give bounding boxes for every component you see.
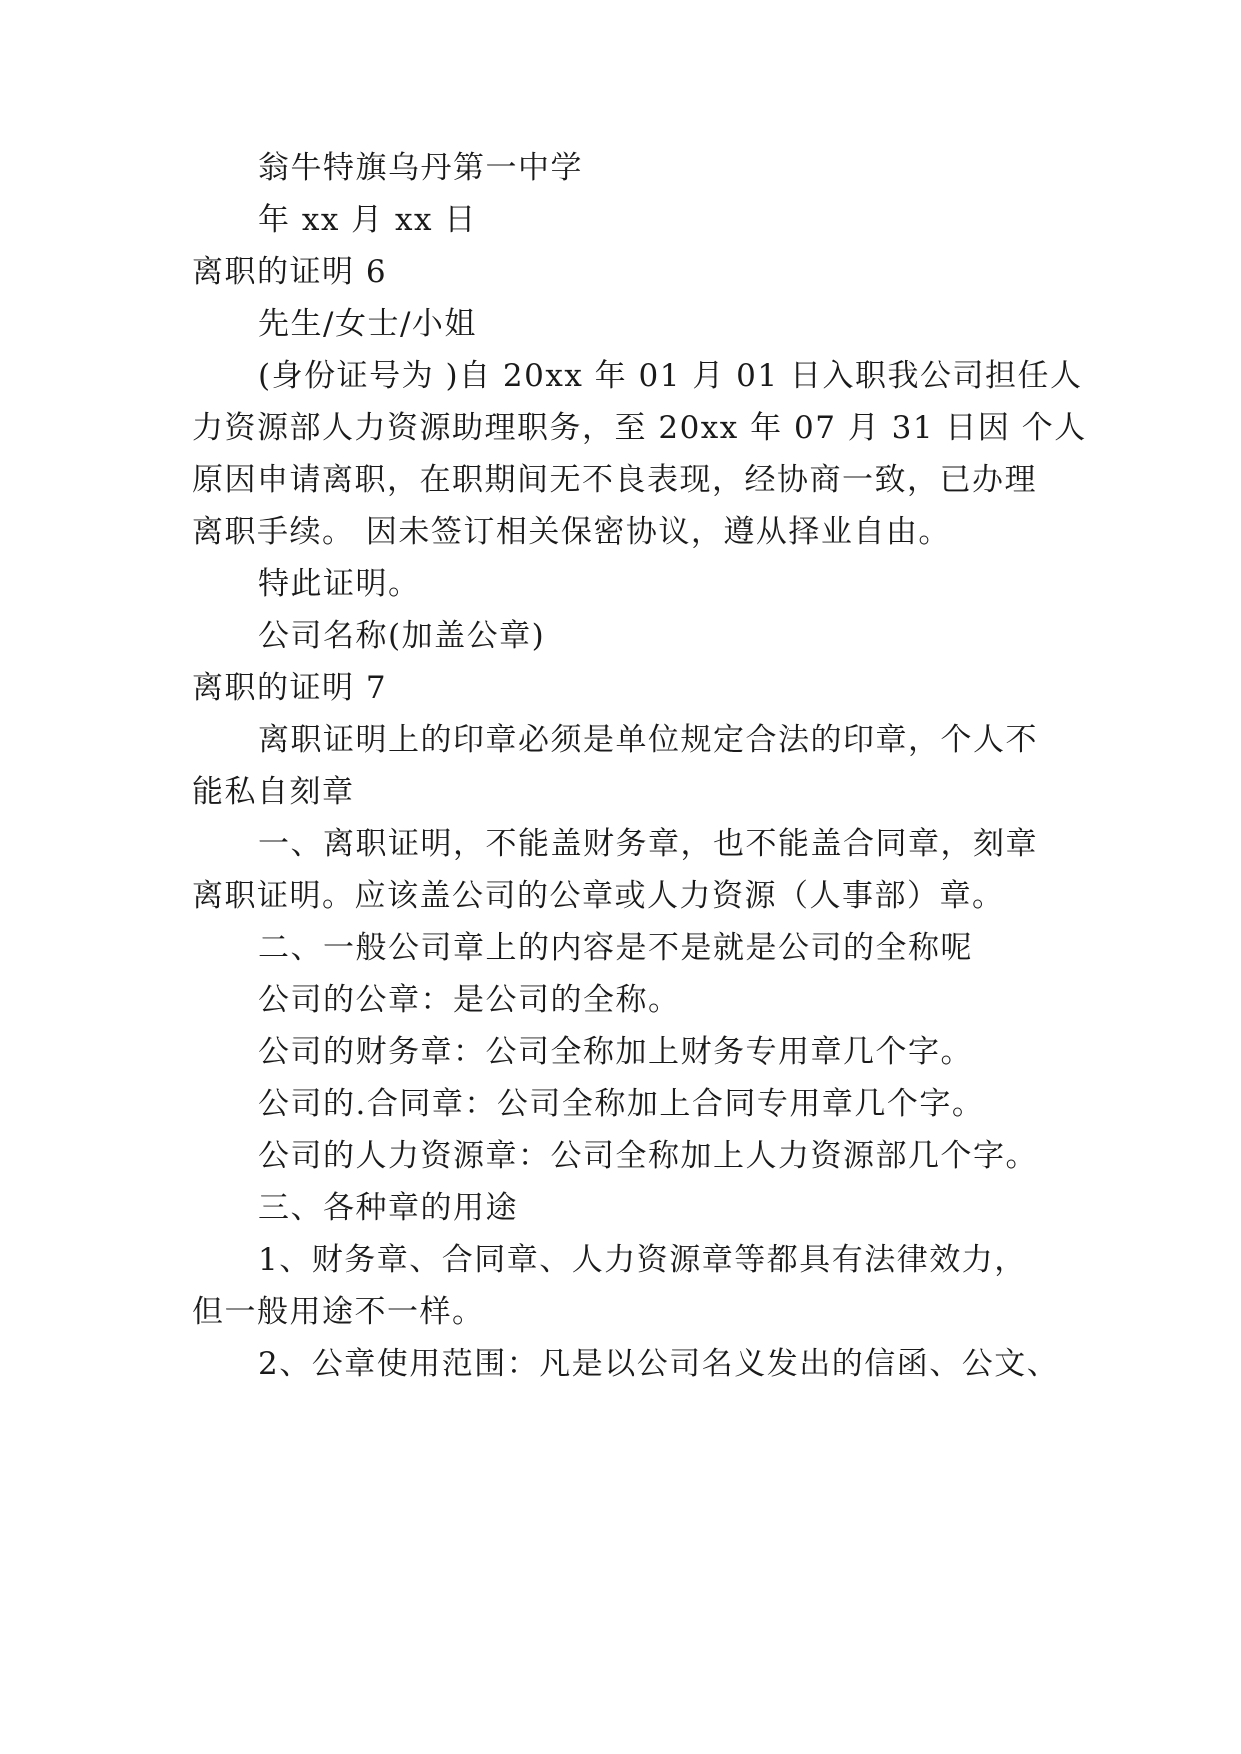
- intro-line: 能私自刻章: [192, 774, 355, 810]
- body-line: 离职手续。 因未签订相关保密协议，遵从择业自由。: [192, 514, 951, 550]
- salutation: 先生/女士/小姐: [258, 306, 477, 342]
- section-heading-7: 离职的证明 7: [192, 670, 388, 706]
- item-two-line: 2、公章使用范围：凡是以公司名义发出的信函、公文、: [258, 1346, 1060, 1382]
- item-one-line: 1、财务章、合同章、人力资源章等都具有法律效力，: [258, 1242, 1027, 1278]
- seal-contract: 公司的.合同章：公司全称加上合同专用章几个字。: [258, 1086, 985, 1122]
- section-heading-6: 离职的证明 6: [192, 254, 388, 290]
- body-line: 原因申请离职，在职期间无不良表现，经协商一致，已办理: [192, 462, 1037, 498]
- company-signature: 公司名称(加盖公章): [258, 618, 546, 654]
- point-one-line: 一、离职证明，不能盖财务章，也不能盖合同章，刻章: [258, 826, 1038, 862]
- school-name: 翁牛特旗乌丹第一中学: [258, 150, 583, 186]
- point-one-line: 离职证明。应该盖公司的公章或人力资源（人事部）章。: [192, 878, 1005, 914]
- point-two: 二、一般公司章上的内容是不是就是公司的全称呢: [258, 930, 973, 966]
- closing-statement: 特此证明。: [258, 566, 421, 602]
- seal-hr: 公司的人力资源章：公司全称加上人力资源部几个字。: [258, 1138, 1038, 1174]
- body-line: 力资源部人力资源助理职务，至 20xx 年 07 月 31 日因 个人: [192, 410, 1087, 446]
- point-three: 三、各种章的用途: [258, 1190, 518, 1226]
- intro-line: 离职证明上的印章必须是单位规定合法的印章，个人不: [258, 722, 1038, 758]
- seal-finance: 公司的财务章：公司全称加上财务专用章几个字。: [258, 1034, 973, 1070]
- seal-official: 公司的公章：是公司的全称。: [258, 982, 681, 1018]
- date-line: 年 xx 月 xx 日: [258, 202, 477, 238]
- body-line: (身份证号为 )自 20xx 年 01 月 01 日入职我公司担任人: [258, 358, 1083, 394]
- item-one-line: 但一般用途不一样。: [192, 1294, 485, 1330]
